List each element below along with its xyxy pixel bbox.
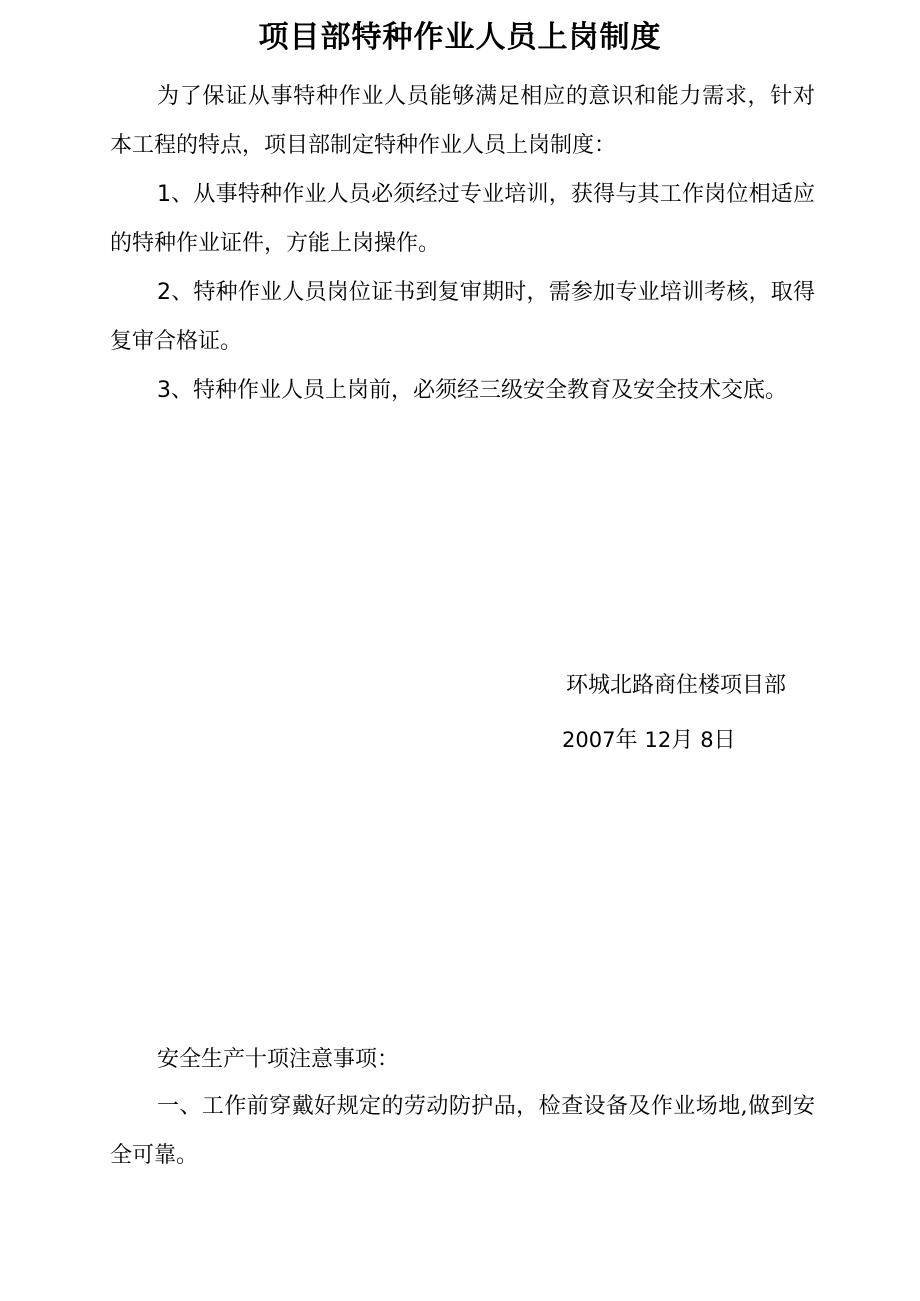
date-month: 12	[644, 728, 672, 752]
rule-item-3	[110, 366, 840, 415]
rule-number: 2	[157, 280, 171, 305]
date-month-unit: 月	[671, 728, 694, 753]
date-year: 2007	[562, 728, 616, 752]
rule-item-2	[110, 268, 815, 366]
rule-text: 、特种作业人员岗位证书到复审期时，需参加专业培训考核，取得复审合格证。	[110, 280, 815, 354]
document-title: 项目部特种作业人员上岗制度	[258, 20, 662, 55]
date-year-unit: 年	[615, 728, 638, 753]
rule-text: 、特种作业人员上岗前，必须经三级安全教育及安全技术交底。	[171, 378, 788, 403]
rule-text: 、从事特种作业人员必须经过专业培训，获得与其工作岗位相适应的特种作业证件，方能上岗操作。	[110, 182, 815, 256]
rule-number: 3	[157, 378, 171, 403]
rule-item-1	[110, 170, 815, 268]
date-day-unit: 日	[713, 728, 736, 753]
intro-paragraph: 为了保证从事特种作业人员能够满足相应的意识和能力需求，针对本工程的特点，项目部制定特种作业人员上岗制度：	[110, 84, 815, 158]
safety-section-heading: 安全生产十项注意事项：	[157, 1047, 400, 1072]
signature-organization: 环城北路商住楼项目部	[566, 673, 787, 698]
safety-item-1: 一、工作前穿戴好规定的劳动防护品，检查设备及作业场地,做到安全可靠。	[110, 1094, 815, 1168]
date-day: 8	[700, 728, 714, 752]
signature-date	[562, 720, 736, 761]
rule-number: 1	[157, 182, 171, 207]
